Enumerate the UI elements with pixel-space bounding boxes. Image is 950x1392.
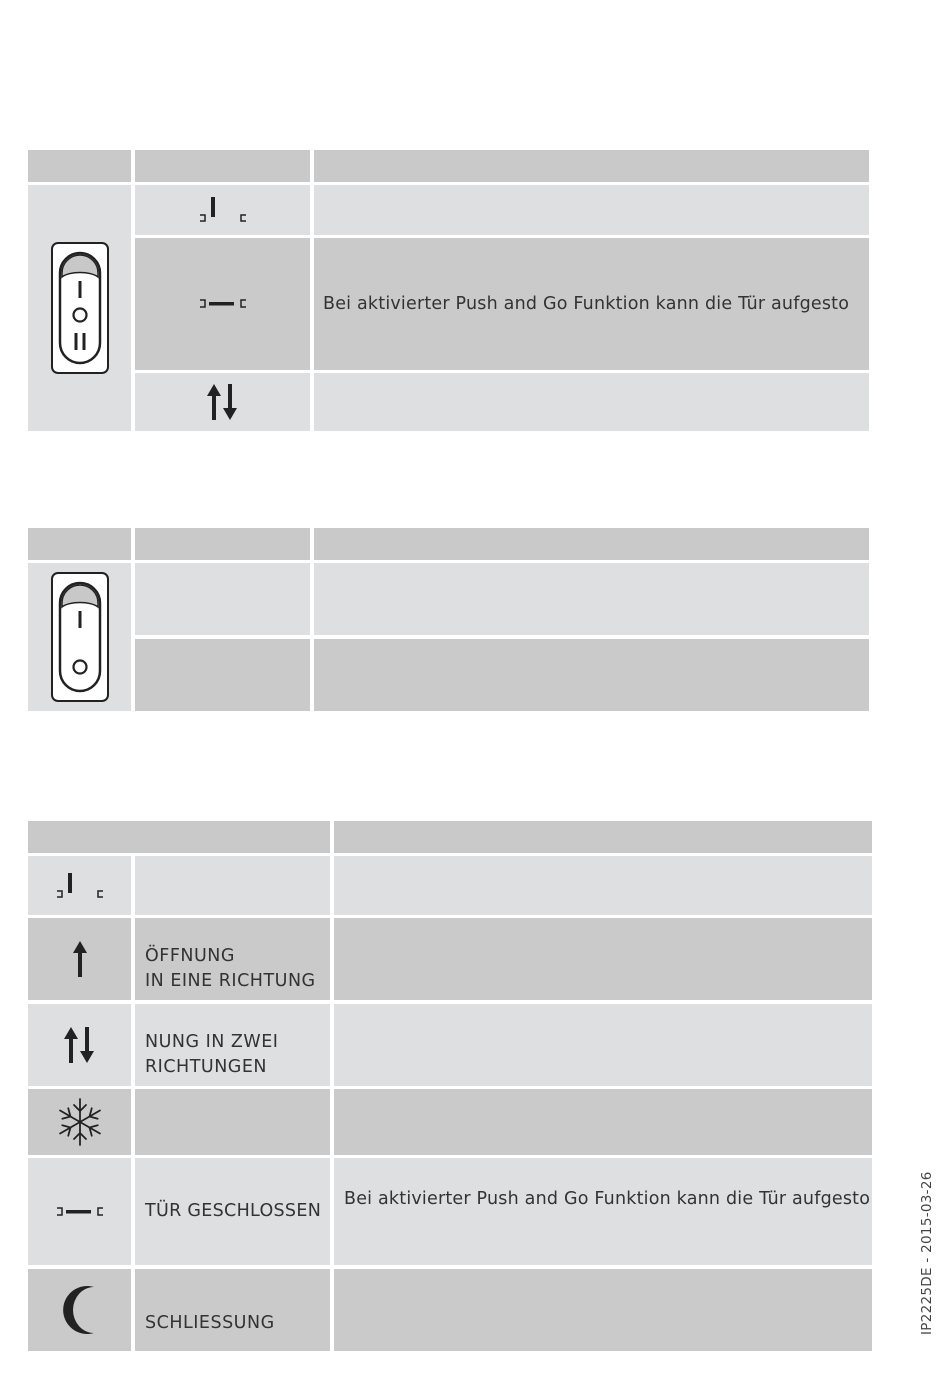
bidirectional-arrows-icon [203,382,243,422]
door-closed-icon [55,1205,105,1219]
switch-cell-2 [28,563,131,711]
moon-icon [58,1283,102,1337]
table-3-row-5-label: TÜR GESCHLOSSEN [135,1158,330,1265]
table-1-row-1-description [314,185,869,235]
document-id: IP2225DE - 2015-03-26 [919,1171,935,1335]
door-open-icon [198,195,248,225]
up-arrow-icon [70,939,90,979]
bidirectional-cell [135,373,310,431]
table-3-row-1-description [334,856,872,915]
table-3-row-3-label: NUNG IN ZWEI RICHTUNGEN [135,1004,330,1086]
table-3-row-4-icon [28,1089,131,1155]
table-2-header-col-2 [135,528,310,560]
table-3-row-6-icon [28,1269,131,1351]
table-3-row-6-label: SCHLIESSUNG [135,1269,330,1351]
table-2-row-1-label [135,563,310,635]
door-open-icon [55,871,105,901]
rocker-switch-two-position-icon [50,571,110,703]
door-closed-cell [135,238,310,370]
door-closed-icon [198,297,248,311]
table-3-row-3-description [334,1004,872,1086]
table-1-header-col-2 [135,150,310,182]
table-3-row-2-description [334,918,872,1000]
table-2-header-col-1 [28,528,131,560]
table-3-row-5-icon [28,1158,131,1265]
table-3-row-5-description: Bei aktivierter Push and Go Funktion kann die Tür aufgesto [334,1158,872,1265]
table-3-row-1-label [135,856,330,915]
table-3-row-1-icon [28,856,131,915]
push-and-go-description: Bei aktivierter Push and Go Funktion kann die Tür aufgesto [314,238,869,370]
rocker-switch-three-position-icon [50,241,110,375]
table-2-row-1-description [314,563,869,635]
snowflake-icon [54,1096,106,1148]
table-3-header-col-1 [28,821,330,853]
table-2-row-2-label [135,639,310,711]
table-2-header-col-3 [314,528,869,560]
switch-cell [28,185,131,431]
table-3-row-2-label: ÖFFNUNG IN EINE RICHTUNG [135,918,330,1000]
table-3-row-4-description [334,1089,872,1155]
door-open-cell [135,185,310,235]
table-1-row-3-description [314,373,869,431]
bidirectional-arrows-icon [60,1025,100,1065]
table-2-row-2-description [314,639,869,711]
table-3-row-6-description [334,1269,872,1351]
table-3-row-3-icon [28,1004,131,1086]
table-1-header-col-1 [28,150,131,182]
table-3-row-2-icon [28,918,131,1000]
table-3-row-4-label [135,1089,330,1155]
table-3-header-col-2 [334,821,872,853]
table-1-header-col-3 [314,150,869,182]
